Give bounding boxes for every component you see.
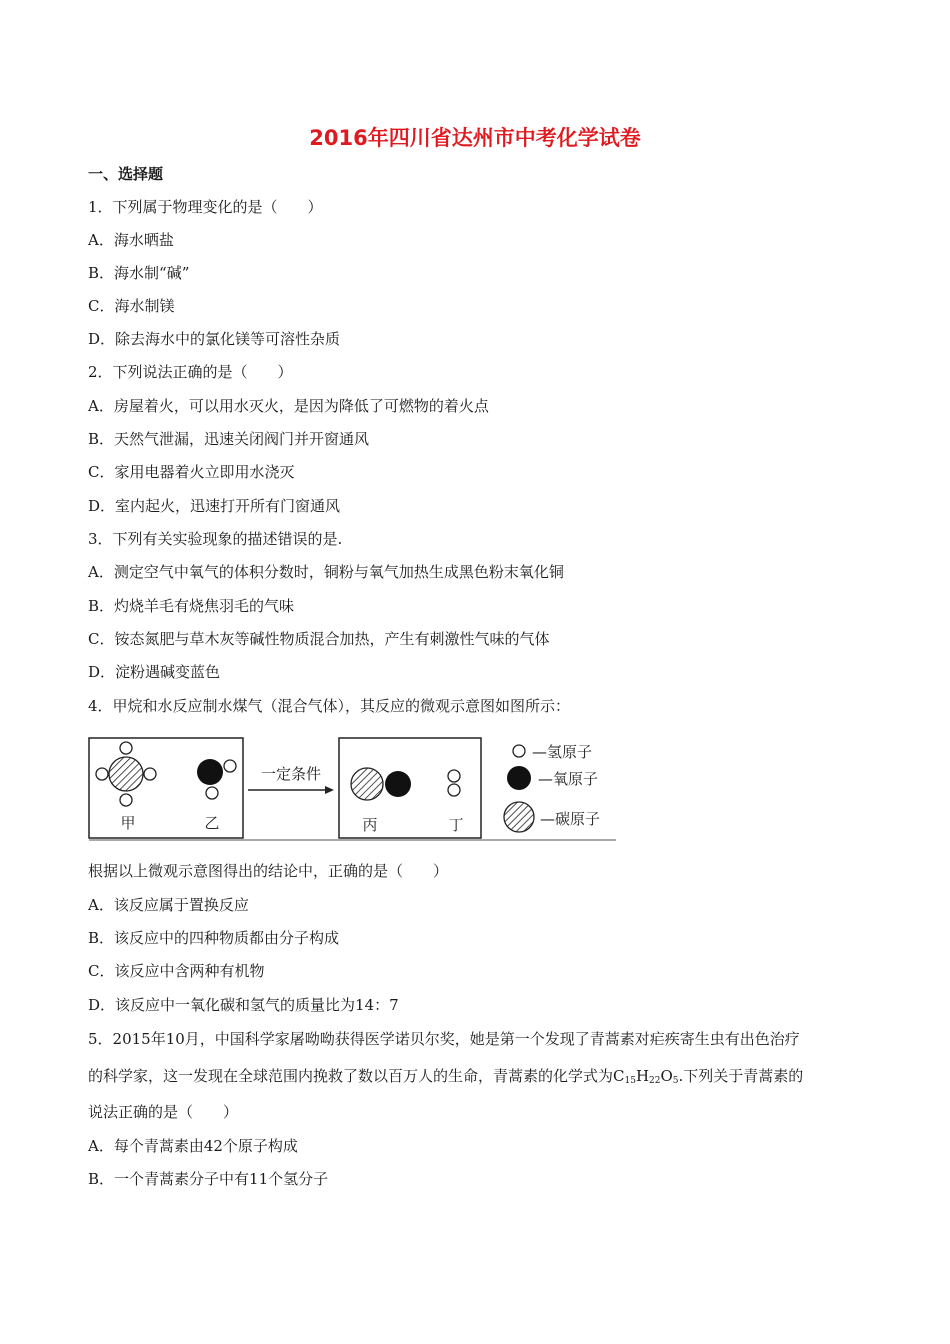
label-yi: 乙 (204, 814, 220, 832)
condition-label: 一定条件 (260, 765, 322, 783)
q3-option-b: B．灼烧羊毛有烧焦羽毛的气味 (88, 597, 295, 615)
q4-prompt: 根据以上微观示意图得出的结论中，正确的是（ ） (88, 862, 449, 880)
q5-stem-line1: 5．2015年10月，中国科学家屠呦呦获得医学诺贝尔奖，她是第一个发现了青蒿素对疟疾寄生虫有出色治疗 (88, 1030, 800, 1048)
legend-carbon-icon (504, 802, 534, 832)
q1-option-d: D．除去海水中的氯化镁等可溶性杂质 (88, 330, 341, 348)
q3-option-c: C．铵态氮肥与草木灰等碱性物质混合加热，产生有刺激性气味的气体 (88, 630, 550, 648)
q5-option-b: B．一个青蒿素分子中有11个氢分子 (88, 1170, 329, 1188)
arrow-head (325, 786, 334, 794)
q3-option-d: D．淀粉遇碱变蓝色 (88, 663, 221, 681)
legend-oxygen-label: —氧原子 (538, 770, 599, 788)
q4-option-d: D．该反应中一氧化碳和氢气的质量比为14：7 (88, 996, 399, 1014)
q3-stem: 3．下列有关实验现象的描述错误的是. (88, 530, 343, 548)
q1-option-c: C．海水制镁 (88, 297, 175, 315)
label-bing: 丙 (362, 816, 378, 834)
q1-option-a: A．海水晒盐 (88, 231, 174, 249)
q4-option-a: A．该反应属于置换反应 (88, 896, 249, 914)
q5-stem-line2: 的科学家，这一发现在全球范围内挽救了数以百万人的生命，青蒿素的化学式为$C_{15}H_{22}O_5$.下列关于青蒿素的 (88, 1067, 804, 1086)
carbon-monoxide-molecule (351, 768, 411, 800)
q1-stem: 1．下列属于物理变化的是（ ） (88, 198, 323, 216)
section-heading: 一、选择题 (88, 165, 164, 183)
legend-hydrogen-label: —氢原子 (532, 743, 593, 761)
hydrogen-molecule (448, 770, 460, 796)
q2-option-b: B．天然气泄漏，迅速关闭阀门并开窗通风 (88, 430, 370, 448)
q1-option-b: B．海水制“碱” (88, 264, 190, 282)
q5-stem-line3: 说法正确的是（ ） (88, 1103, 239, 1121)
water-molecule (197, 759, 236, 799)
legend-hydrogen-icon (513, 745, 525, 757)
reaction-diagram (88, 736, 618, 846)
legend-carbon-label: —碳原子 (540, 810, 601, 828)
q2-option-a: A．房屋着火，可以用水灭火，是因为降低了可燃物的着火点 (88, 397, 489, 415)
legend (504, 743, 600, 832)
q2-option-d: D．室内起火，迅速打开所有门窗通风 (88, 497, 341, 515)
q2-option-c: C．家用电器着火立即用水浇灭 (88, 463, 295, 481)
q5-option-a: A．每个青蒿素由42个原子构成 (88, 1137, 298, 1155)
methane-molecule (96, 742, 156, 806)
page-title: 2016年四川省达州市中考化学试卷 (309, 126, 641, 150)
label-ding: 丁 (448, 816, 464, 834)
q3-option-a: A．测定空气中氧气的体积分数时，铜粉与氧气加热生成黑色粉末氧化铜 (88, 563, 564, 581)
q4-stem: 4．甲烷和水反应制水煤气（混合气体），其反应的微观示意图如图所示： (88, 697, 571, 715)
q4-option-c: C．该反应中含两种有机物 (88, 962, 265, 980)
q2-stem: 2．下列说法正确的是（ ） (88, 363, 293, 381)
label-jia: 甲 (120, 814, 136, 832)
q4-option-b: B．该反应中的四种物质都由分子构成 (88, 929, 340, 947)
legend-oxygen-icon (507, 766, 531, 790)
reactant-box (89, 738, 243, 838)
